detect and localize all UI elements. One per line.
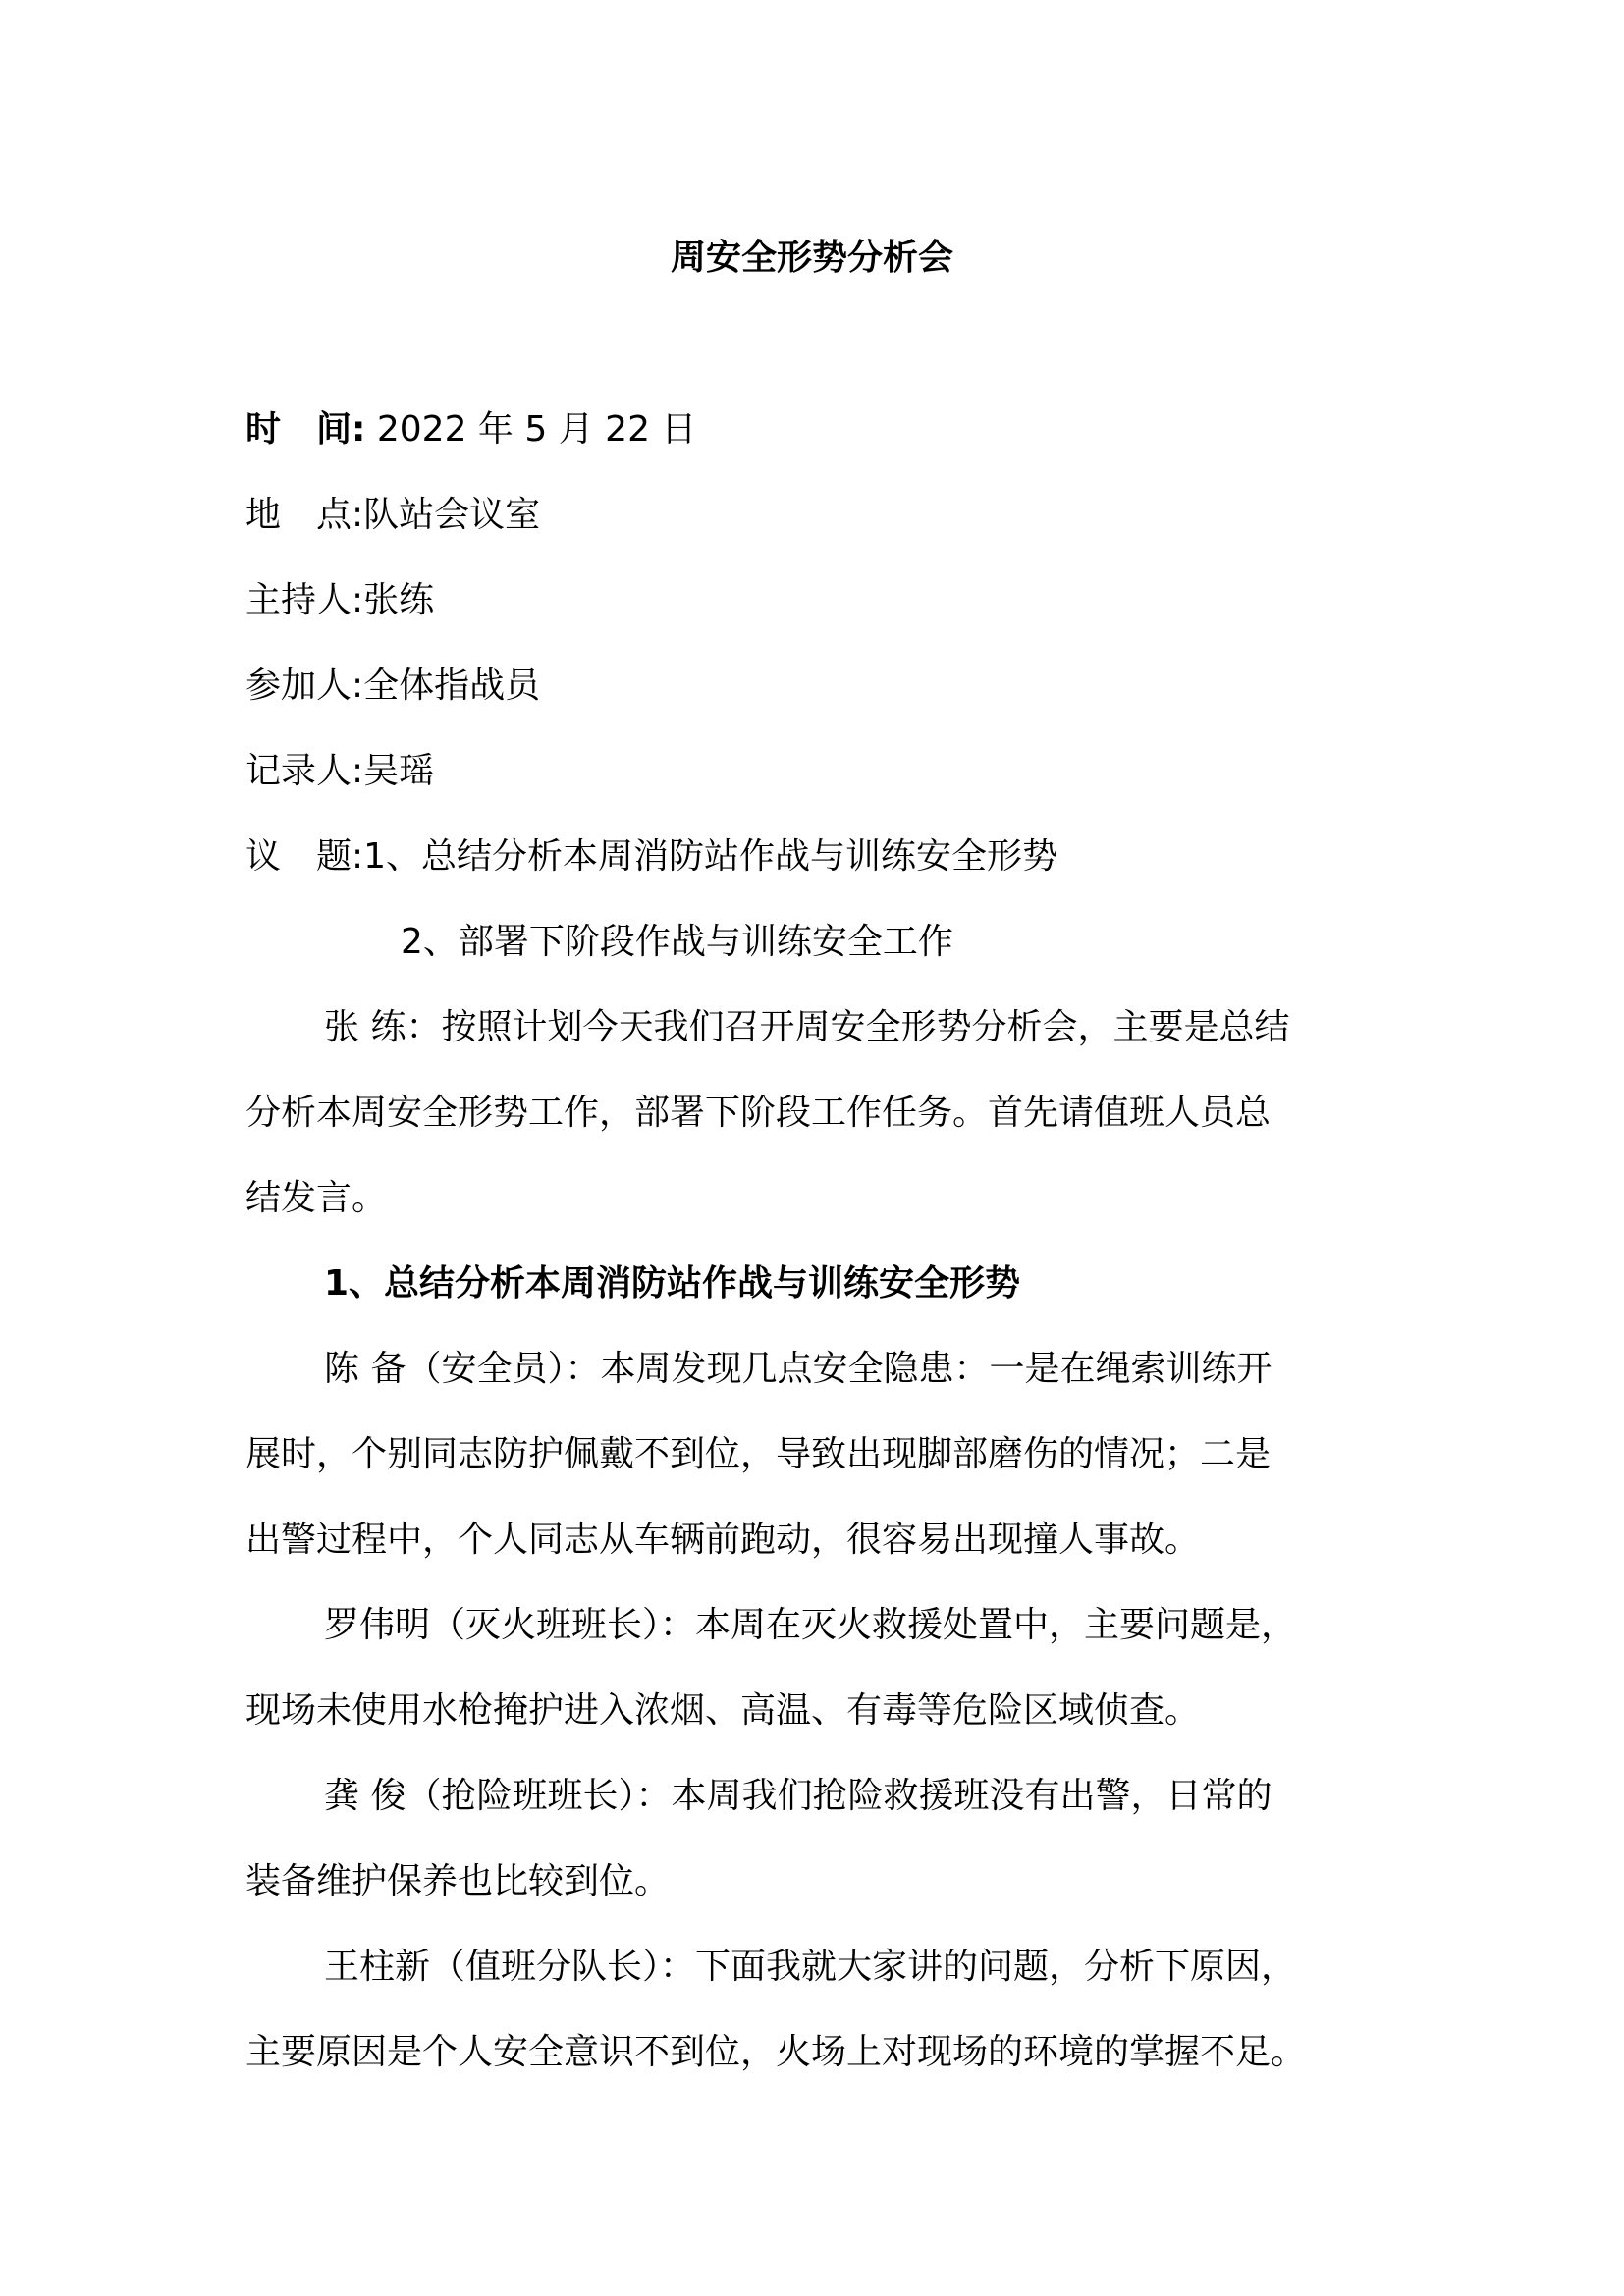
- section-heading-1: 1、总结分析本周消防站作战与训练安全形势: [324, 1263, 1021, 1304]
- meta-attendees: [245, 661, 1404, 712]
- host-value: 张练: [363, 580, 435, 620]
- paragraph-fire-squad-line-2: 现场未使用水枪掩护进入浓烟、高温、有毒等危险区域侦查。: [245, 1690, 1201, 1731]
- topic-item-1: 1、总结分析本周消防站作战与训练安全形势: [363, 836, 1058, 877]
- meta-time: [245, 404, 1404, 455]
- paragraph-opening-line-3: 结发言。: [245, 1178, 388, 1218]
- topic-label-b: 题:: [316, 836, 364, 877]
- paragraph-rescue-squad-line-2: 装备维护保养也比较到位。: [245, 1861, 671, 1901]
- paragraph-duty-leader-line-1: 王柱新（值班分队长）：下面我就大家讲的问题，分析下原因，: [324, 1947, 1297, 1987]
- paragraph-duty-leader-line-2: 主要原因是个人安全意识不到位，火场上对现场的环境的掌握不足。: [245, 2032, 1307, 2072]
- meta-host: [245, 575, 1404, 626]
- paragraph-safety-officer-line-2: 展时，个别同志防护佩戴不到位，导致出现脚部磨伤的情况；二是: [245, 1434, 1272, 1474]
- time-value: 2022 年 5 月 22 日: [376, 409, 697, 450]
- paragraph-opening-line-2: 分析本周安全形势工作，部署下阶段工作任务。首先请值班人员总: [245, 1093, 1272, 1133]
- paragraph-fire-squad-line-1: 罗伟明（灭火班班长）：本周在灭火救援处置中，主要问题是，: [324, 1605, 1297, 1645]
- paragraph-rescue-squad-line-1: 龚 俊（抢险班班长）：本周我们抢险救援班没有出警，日常的: [324, 1776, 1272, 1816]
- attendees-value: 全体指战员: [363, 666, 541, 706]
- topic-label-a: 议: [245, 836, 282, 877]
- document-title: 周安全形势分析会: [670, 238, 953, 278]
- paragraph-opening-line-1: 张 练：按照计划今天我们召开周安全形势分析会，主要是总结: [324, 1007, 1290, 1047]
- meta-place: [245, 490, 1404, 541]
- paragraph-safety-officer-line-1: 陈 备（安全员）：本周发现几点安全隐患：一是在绳索训练开: [324, 1349, 1272, 1389]
- paragraph-safety-officer-line-3: 出警过程中，个人同志从车辆前跑动，很容易出现撞人事故。: [245, 1520, 1201, 1560]
- recorder-value: 吴瑶: [363, 751, 435, 791]
- recorder-label: 记录人:: [245, 751, 364, 791]
- time-label-b: 间:: [316, 409, 366, 450]
- attendees-label: 参加人:: [245, 666, 364, 706]
- meta-recorder: [245, 746, 1404, 797]
- host-label: 主持人:: [245, 580, 364, 620]
- time-label-a: 时: [245, 409, 282, 450]
- meta-topic: [245, 831, 1404, 882]
- place-label-a: 地: [245, 495, 282, 535]
- topic-item-2: 2、部署下阶段作战与训练安全工作: [401, 922, 953, 962]
- place-value: 队站会议室: [363, 495, 541, 535]
- place-label-b: 点:: [316, 495, 364, 535]
